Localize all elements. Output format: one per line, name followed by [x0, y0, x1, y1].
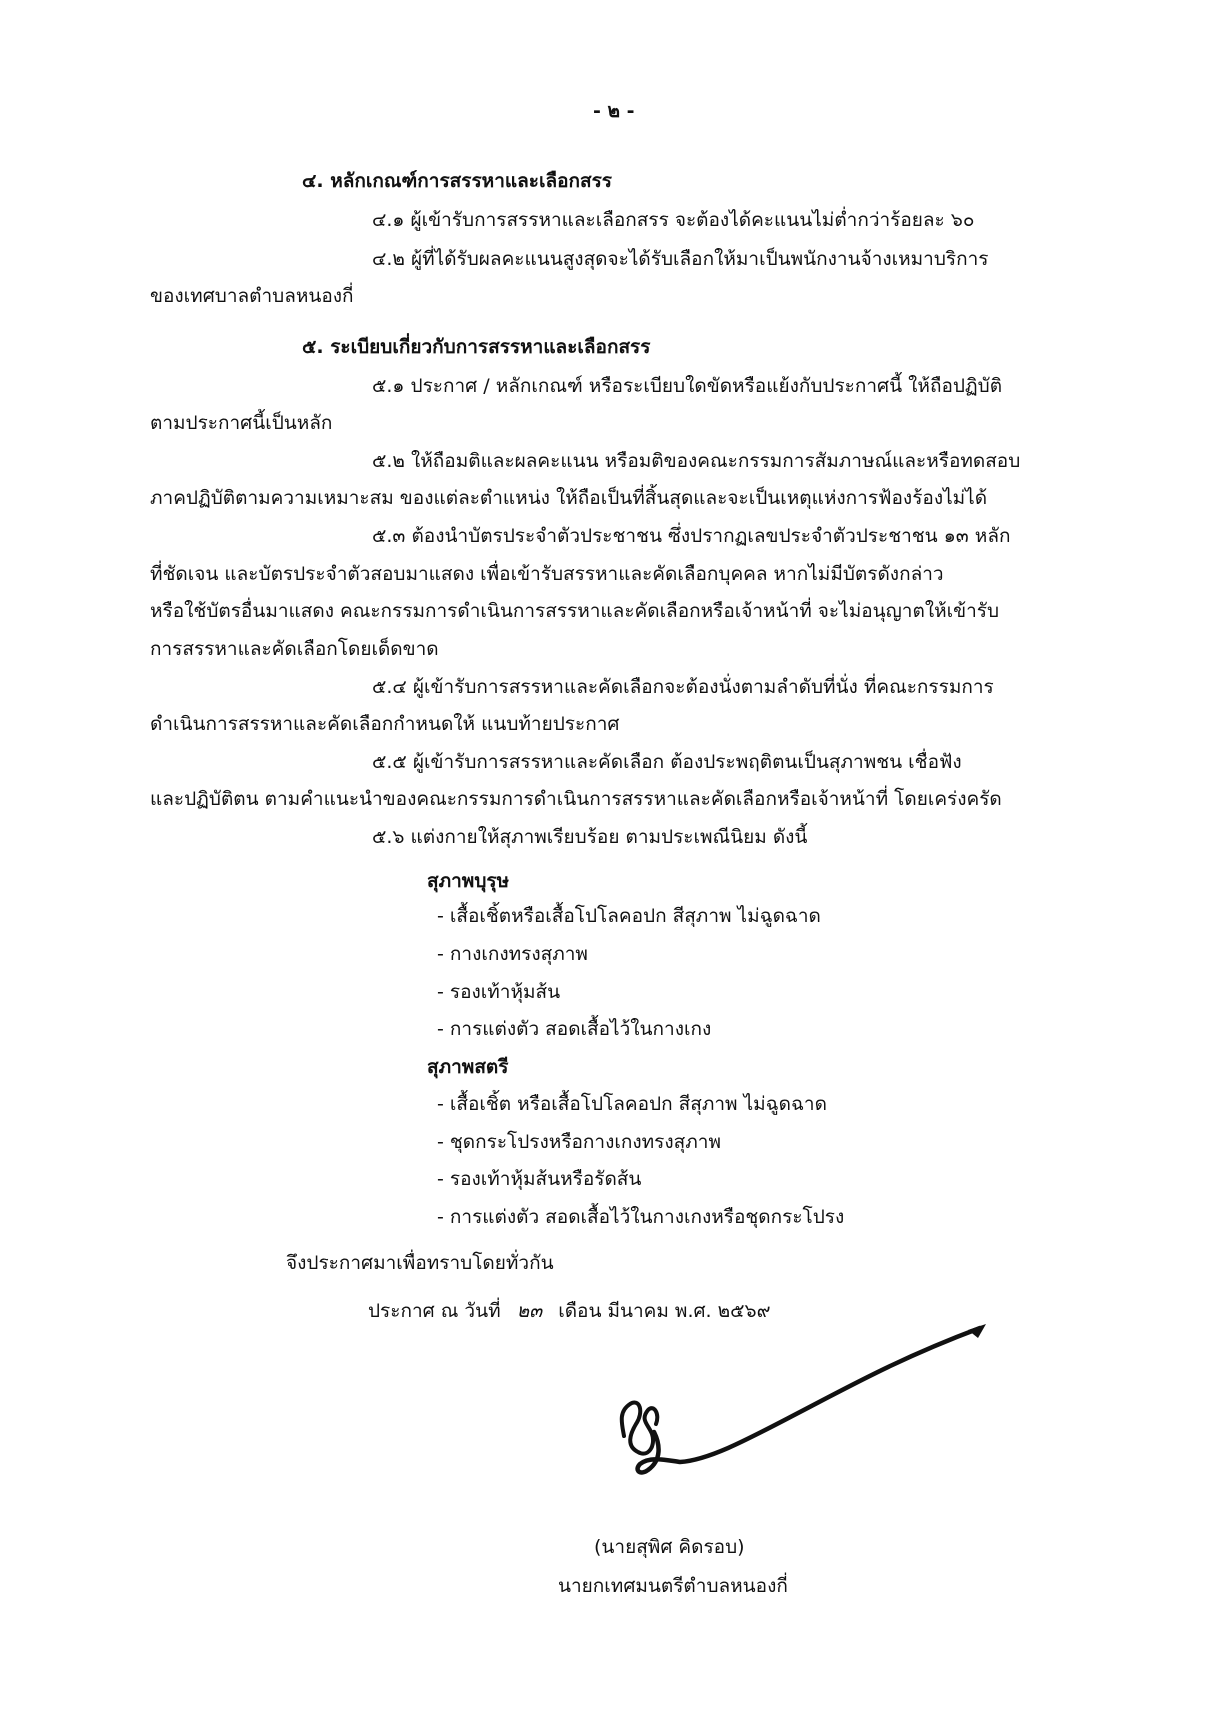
section-4-item-2-cont: ของเทศบาลตำบลหนองกี่ — [150, 285, 354, 307]
section-5-line: ๕.๖ แต่งกายให้สุภาพเรียบร้อย ตามประเพณีนิยม ดังนี้ — [372, 826, 808, 848]
section-5-line: ตามประกาศนี้เป็นหลัก — [150, 412, 333, 434]
section-5-line: การสรรหาและคัดเลือกโดยเด็ดขาด — [150, 638, 439, 660]
women-heading: สุภาพสตรี — [427, 1056, 509, 1078]
section-5-line: ภาคปฏิบัติตามความเหมาะสม ของแต่ละตำแหน่ง ให้ถือเป็นที่สิ้นสุดและจะเป็นเหตุแห่งการฟ้องร้องไม่ได้ — [150, 487, 988, 509]
section-5-line: ๕.๓ ต้องนำบัตรประจำตัวประชาชน ซึ่งปรากฏเลขประจำตัวประชาชน ๑๓ หลัก — [372, 525, 1011, 547]
women-dress-item: - เสื้อเชิ้ต หรือเสื้อโปโลคอปก สีสุภาพ ไม่ฉูดฉาด — [437, 1093, 827, 1115]
women-dress-item: - การแต่งตัว สอดเสื้อไว้ในกางเกงหรือชุดกระโปรง — [437, 1206, 845, 1228]
section-5-line: ๕.๕ ผู้เข้ารับการสรรหาและคัดเลือก ต้องประพฤติตนเป็นสุภาพชน เชื่อฟัง — [372, 751, 962, 773]
section-4-heading: ๔. หลักเกณฑ์การสรรหาและเลือกสรร — [302, 170, 613, 192]
closing-statement: จึงประกาศมาเพื่อทราบโดยทั่วกัน — [286, 1252, 554, 1274]
date-prefix: ประกาศ ณ วันที่ — [368, 1300, 501, 1322]
section-4-item-1: ๔.๑ ผู้เข้ารับการสรรหาและเลือกสรร จะต้องได้คะแนนไม่ต่ำกว่าร้อยละ ๖๐ — [372, 209, 975, 231]
section-5-line: ที่ชัดเจน และบัตรประจำตัวสอบมาแสดง เพื่อเข้ารับสรรหาและคัดเลือกบุคคล หากไม่มีบัตรดังกล่าว — [150, 563, 944, 585]
section-5-line: หรือใช้บัตรอื่นมาแสดง คณะกรรมการดำเนินการสรรหาและคัดเลือกหรือเจ้าหน้าที่ จะไม่อนุญาตให้เข้ารับ — [150, 600, 1000, 622]
men-dress-item: - การแต่งตัว สอดเสื้อไว้ในกางเกง — [437, 1018, 712, 1040]
signatory-name: (นายสุพิศ คิดรอบ) — [594, 1536, 745, 1558]
signatory-title: นายกเทศมนตรีตำบลหนองกี่ — [558, 1575, 788, 1597]
handwritten-signature — [600, 1320, 1000, 1510]
section-5-heading: ๕. ระเบียบเกี่ยวกับการสรรหาและเลือกสรร — [302, 336, 651, 358]
men-dress-item: - รองเท้าหุ้มส้น — [437, 981, 561, 1003]
date-suffix: เดือน มีนาคม พ.ศ. ๒๕๖๙ — [558, 1300, 771, 1322]
women-dress-item: - รองเท้าหุ้มส้นหรือรัดส้น — [437, 1168, 642, 1190]
section-4-item-2: ๔.๒ ผู้ที่ได้รับผลคะแนนสูงสุดจะได้รับเลือกให้มาเป็นพนักงานจ้างเหมาบริการ — [372, 248, 989, 270]
section-5-line: และปฏิบัติตน ตามคำแนะนำของคณะกรรมการดำเนินการสรรหาและคัดเลือกหรือเจ้าหน้าที่ โดยเคร่งครัด — [150, 788, 1002, 810]
page-number: - ๒ - — [593, 100, 635, 122]
section-5-line: ดำเนินการสรรหาและคัดเลือกกำหนดให้ แนบท้ายประกาศ — [150, 713, 620, 735]
section-5-line: ๕.๔ ผู้เข้ารับการสรรหาและคัดเลือกจะต้องนั่งตามลำดับที่นั่ง ที่คณะกรรมการ — [372, 676, 994, 698]
women-dress-item: - ชุดกระโปรงหรือกางเกงทรงสุภาพ — [437, 1131, 721, 1153]
section-5-line: ๕.๒ ให้ถือมติและผลคะแนน หรือมติของคณะกรรมการสัมภาษณ์และหรือทดสอบ — [372, 450, 1021, 472]
section-5-line: ๕.๑ ประกาศ / หลักเกณฑ์ หรือระเบียบใดขัดหรือแย้งกับประกาศนี้ ให้ถือปฏิบัติ — [372, 375, 1003, 397]
men-dress-item: - กางเกงทรงสุภาพ — [437, 943, 588, 965]
men-heading: สุภาพบุรุษ — [427, 870, 510, 892]
men-dress-item: - เสื้อเชิ้ตหรือเสื้อโปโลคอปก สีสุภาพ ไม่ฉูดฉาด — [437, 905, 821, 927]
date-day: ๒๓ — [516, 1300, 543, 1322]
